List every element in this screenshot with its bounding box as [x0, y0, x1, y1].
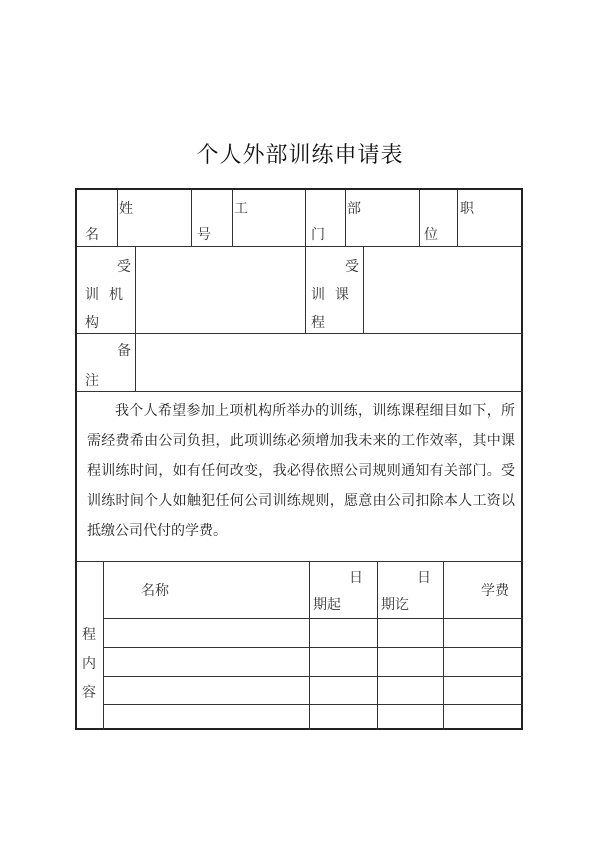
col-divider [191, 190, 192, 246]
department-label: 部 [347, 201, 361, 217]
col-divider [457, 190, 458, 246]
name-label: 姓 [119, 201, 133, 217]
end-date-header: 日 [417, 570, 431, 586]
col-divider [443, 561, 444, 730]
end-date-header: 期讫 [381, 597, 409, 613]
col-divider [103, 561, 104, 730]
col-divider [135, 246, 136, 333]
position-label: 位 [424, 227, 438, 243]
institution-label: 机 [109, 287, 123, 303]
start-date-header: 日 [349, 570, 363, 586]
col-divider [135, 333, 136, 391]
course-row-divider-4 [103, 704, 523, 705]
department-label: 门 [311, 227, 325, 243]
page-title: 个人外部训练申请表 [196, 143, 404, 168]
position-label: 职 [460, 201, 474, 217]
col-divider [309, 561, 310, 730]
col-divider [305, 190, 306, 246]
course-label: 程 [311, 315, 325, 331]
course-row-divider-2 [103, 647, 523, 648]
row-divider-1 [77, 246, 523, 247]
col-divider [305, 246, 306, 333]
row-divider-2 [77, 333, 523, 334]
course-label: 受 [345, 259, 359, 275]
name-label: 名 [85, 227, 99, 243]
course-content-label: 内 [82, 656, 96, 672]
institution-label: 构 [85, 315, 99, 331]
col-divider [377, 561, 378, 730]
start-date-header: 期起 [313, 597, 341, 613]
course-label: 课 [335, 287, 349, 303]
remarks-label: 备 [117, 343, 131, 359]
course-row-divider-3 [103, 676, 523, 677]
col-divider [363, 246, 364, 333]
course-name-header: 名称 [141, 583, 169, 599]
employee-id-label: 工 [234, 201, 248, 217]
declaration-text: 我个人希望参加上项机构所举办的训练，训练课程细目如下，所需经费希由公司负担，此项训练必须增加我未来的工作效率，其中课程训练时间，如有任何改变，我必得依照公司规则通知有关部门。受训练时间个人如触犯任何公司训练规则，愿意由公司扣除本人工资以抵缴公司代付的学费。 [87, 403, 515, 539]
course-content-label: 程 [82, 627, 96, 643]
course-row-divider-1 [103, 618, 523, 619]
remarks-label: 注 [85, 373, 99, 389]
col-divider [117, 190, 118, 246]
col-divider [419, 190, 420, 246]
col-divider [345, 190, 346, 246]
row-divider-3 [77, 391, 523, 392]
employee-id-label: 号 [197, 227, 211, 243]
institution-label: 训 [85, 287, 99, 303]
col-divider [232, 190, 233, 246]
application-form [75, 188, 523, 730]
row-divider-4 [77, 561, 523, 562]
tuition-fee-header: 学费 [481, 583, 509, 599]
course-content-label: 容 [82, 685, 96, 701]
course-label: 训 [311, 287, 325, 303]
institution-label: 受 [117, 259, 131, 275]
